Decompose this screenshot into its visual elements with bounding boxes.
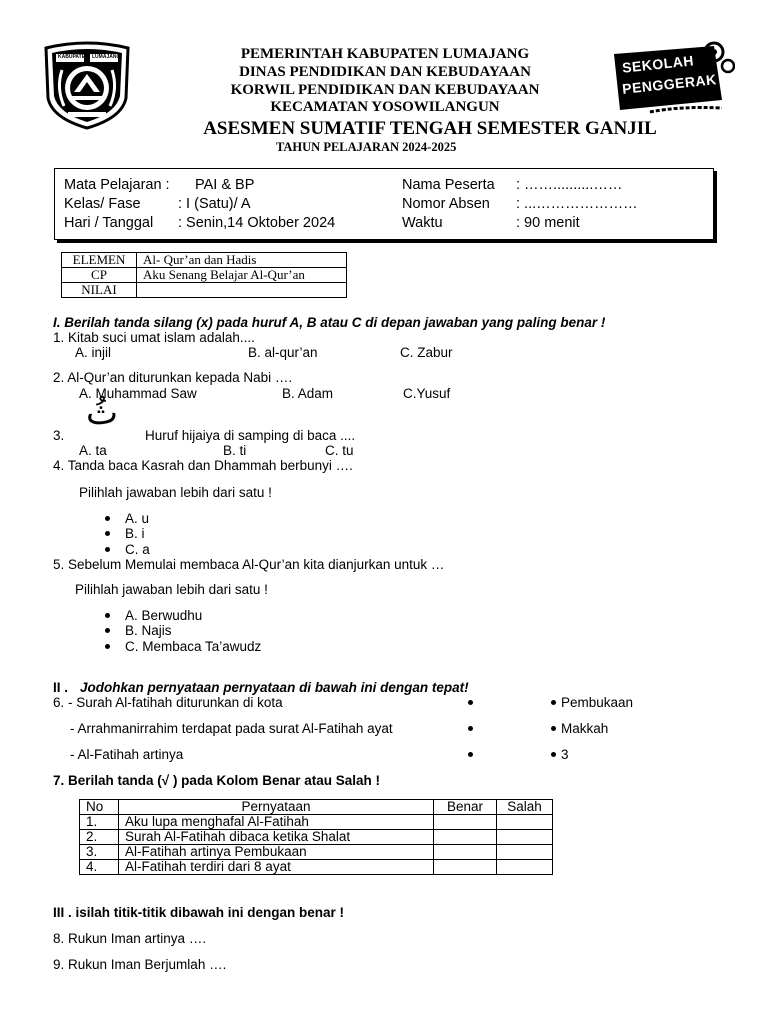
q4-option-c[interactable]: C. a xyxy=(125,542,150,557)
match-dot-left[interactable] xyxy=(468,752,473,757)
question-9: 9. Rukun Iman Berjumlah …. xyxy=(53,957,227,972)
bullet-icon xyxy=(105,547,110,552)
absence-number-label: Nomor Absen xyxy=(402,196,490,212)
row-number: 3. xyxy=(80,845,119,860)
q1-option-a[interactable]: A. injil xyxy=(75,345,112,360)
q4-option-b[interactable]: B. i xyxy=(125,526,145,541)
salah-cell[interactable] xyxy=(497,845,553,860)
q3-option-a[interactable]: A. ta xyxy=(79,443,107,458)
table-row xyxy=(62,253,347,268)
match-dot-right[interactable] xyxy=(551,700,556,705)
table-row xyxy=(80,860,553,875)
salah-cell[interactable] xyxy=(497,830,553,845)
logo-text-left: KABUPATEN xyxy=(58,54,89,60)
benar-cell[interactable] xyxy=(434,845,497,860)
salah-cell[interactable] xyxy=(497,860,553,875)
element-table xyxy=(61,252,347,298)
q1-option-b[interactable]: B. al-qur’an xyxy=(248,345,318,360)
row-statement: Surah Al-Fatihah dibaca ketika Shalat xyxy=(119,830,434,845)
match-right-3: 3 xyxy=(561,747,569,762)
q3-option-b[interactable]: B. ti xyxy=(223,443,247,458)
row-number: 4. xyxy=(80,860,119,875)
cp-label: CP xyxy=(62,268,137,283)
subject-value: PAI & BP xyxy=(195,177,255,193)
regency-logo xyxy=(42,40,132,130)
question-2: 2. Al-Qur’an diturunkan kepada Nabi …. xyxy=(53,370,293,385)
benar-cell[interactable] xyxy=(434,860,497,875)
header-line-1: PEMERINTAH KABUPATEN LUMAJANG xyxy=(240,46,530,62)
logo-sekolah-text: SEKOLAH xyxy=(621,52,695,76)
element-value: Al- Qur’an dan Hadis xyxy=(137,253,347,268)
q2-option-b[interactable]: B. Adam xyxy=(282,386,334,401)
question-1: 1. Kitab suci umat islam adalah.... xyxy=(53,330,255,345)
header-line-3: KORWIL PENDIDIKAN DAN KEBUDAYAAN xyxy=(230,82,540,98)
question-7-title: 7. Berilah tanda (√ ) pada Kolom Benar atau Salah ! xyxy=(53,773,380,788)
logo-text-right: LUMAJANG xyxy=(92,54,121,60)
subject-label: Mata Pelajaran : xyxy=(64,177,170,193)
cp-value: Aku Senang Belajar Al-Qur’an xyxy=(137,268,347,283)
section-2-number: II . xyxy=(53,680,69,695)
time-value: : 90 menit xyxy=(516,215,580,231)
table-row xyxy=(62,268,347,283)
element-label: ELEMEN xyxy=(62,253,137,268)
logo-penggerak-text: PENGGERAK xyxy=(621,71,718,97)
row-statement: Aku lupa menghafal Al-Fatihah xyxy=(119,815,434,830)
header-line-2: DINAS PENDIDIKAN DAN KEBUDAYAAN xyxy=(239,64,531,80)
bullet-icon xyxy=(105,531,110,536)
table-row xyxy=(62,283,347,298)
school-year: TAHUN PELAJARAN 2024-2025 xyxy=(276,140,457,154)
q5-option-c[interactable]: C. Membaca Ta’awudz xyxy=(125,639,262,654)
date-label: Hari / Tanggal xyxy=(64,215,154,231)
arabic-letter-tsa: ثُ xyxy=(86,395,119,432)
q5-option-a[interactable]: A. Berwudhu xyxy=(125,608,203,623)
student-name-label: Nama Peserta xyxy=(402,177,495,193)
bullet-icon xyxy=(105,613,110,618)
match-dot-right[interactable] xyxy=(551,726,556,731)
section-2-title: Jodohkan pernyataan pernyataan di bawah ini dengan tepat! xyxy=(80,680,469,695)
q4-hint: Pilihlah jawaban lebih dari satu ! xyxy=(79,485,272,500)
row-statement: Al-Fatihah terdiri dari 8 ayat xyxy=(119,860,434,875)
student-info-box xyxy=(54,168,714,240)
salah-cell[interactable] xyxy=(497,815,553,830)
q3-option-c[interactable]: C. tu xyxy=(325,443,354,458)
q5-hint: Pilihlah jawaban lebih dari satu ! xyxy=(75,582,268,597)
header-benar: Benar xyxy=(434,800,497,815)
match-right-2: Makkah xyxy=(561,721,609,736)
match-dot-left[interactable] xyxy=(468,726,473,731)
table-header-row xyxy=(80,800,553,815)
question-3-number: 3. xyxy=(53,428,65,443)
table-row xyxy=(80,830,553,845)
benar-cell[interactable] xyxy=(434,830,497,845)
header-statement: Pernyataan xyxy=(119,800,434,815)
header-salah: Salah xyxy=(497,800,553,815)
absence-number-field[interactable]: : ...………………… xyxy=(516,196,638,212)
bullet-icon xyxy=(105,516,110,521)
question-3: Huruf hijaiya di samping di baca .... xyxy=(145,428,356,443)
question-5: 5. Sebelum Memulai membaca Al-Qur’an kita dianjurkan untuk … xyxy=(53,557,445,572)
exam-title: ASESMEN SUMATIF TENGAH SEMESTER GANJIL xyxy=(203,118,657,139)
match-left-3: - Al-Fatihah artinya xyxy=(70,747,184,762)
q5-option-b[interactable]: B. Najis xyxy=(125,623,172,638)
row-number: 2. xyxy=(80,830,119,845)
bullet-icon xyxy=(105,644,110,649)
benar-cell[interactable] xyxy=(434,815,497,830)
q1-option-c[interactable]: C. Zabur xyxy=(400,345,453,360)
class-label: Kelas/ Fase xyxy=(64,196,141,212)
question-8: 8. Rukun Iman artinya …. xyxy=(53,931,207,946)
bullet-icon xyxy=(105,628,110,633)
table-row xyxy=(80,845,553,860)
table-row xyxy=(80,815,553,830)
student-name-field[interactable]: : ……..........…… xyxy=(516,177,623,193)
section-3-title: III . isilah titik-titik dibawah ini dengan benar ! xyxy=(53,905,345,920)
match-left-1: 6. - Surah Al-fatihah diturunkan di kota xyxy=(53,695,283,710)
section-1-title: I. Berilah tanda silang (x) pada huruf A, B atau C di depan jawaban yang paling benar ! xyxy=(53,315,606,330)
row-statement: Al-Fatihah artinya Pembukaan xyxy=(119,845,434,860)
score-label: NILAI xyxy=(62,283,137,298)
match-left-2: - Arrahmanirrahim terdapat pada surat Al-Fatihah ayat xyxy=(70,721,393,736)
q2-option-a[interactable]: A. Muhammad Saw xyxy=(79,386,197,401)
question-4: 4. Tanda baca Kasrah dan Dhammah berbunyi …. xyxy=(53,458,353,473)
q4-option-a[interactable]: A. u xyxy=(125,511,150,526)
score-field[interactable] xyxy=(137,283,347,298)
class-value: : I (Satu)/ A xyxy=(178,196,251,212)
header-no: No xyxy=(80,800,119,815)
header-line-4: KECAMATAN YOSOWILANGUN xyxy=(270,99,500,115)
row-number: 1. xyxy=(80,815,119,830)
true-false-table xyxy=(79,799,553,875)
time-label: Waktu xyxy=(402,215,443,231)
match-dot-left[interactable] xyxy=(468,700,473,705)
match-right-1: Pembukaan xyxy=(561,695,634,710)
sekolah-penggerak-logo xyxy=(610,40,735,120)
q2-option-c[interactable]: C.Yusuf xyxy=(403,386,451,401)
match-dot-right[interactable] xyxy=(551,752,556,757)
date-value: : Senin,14 Oktober 2024 xyxy=(178,215,336,231)
